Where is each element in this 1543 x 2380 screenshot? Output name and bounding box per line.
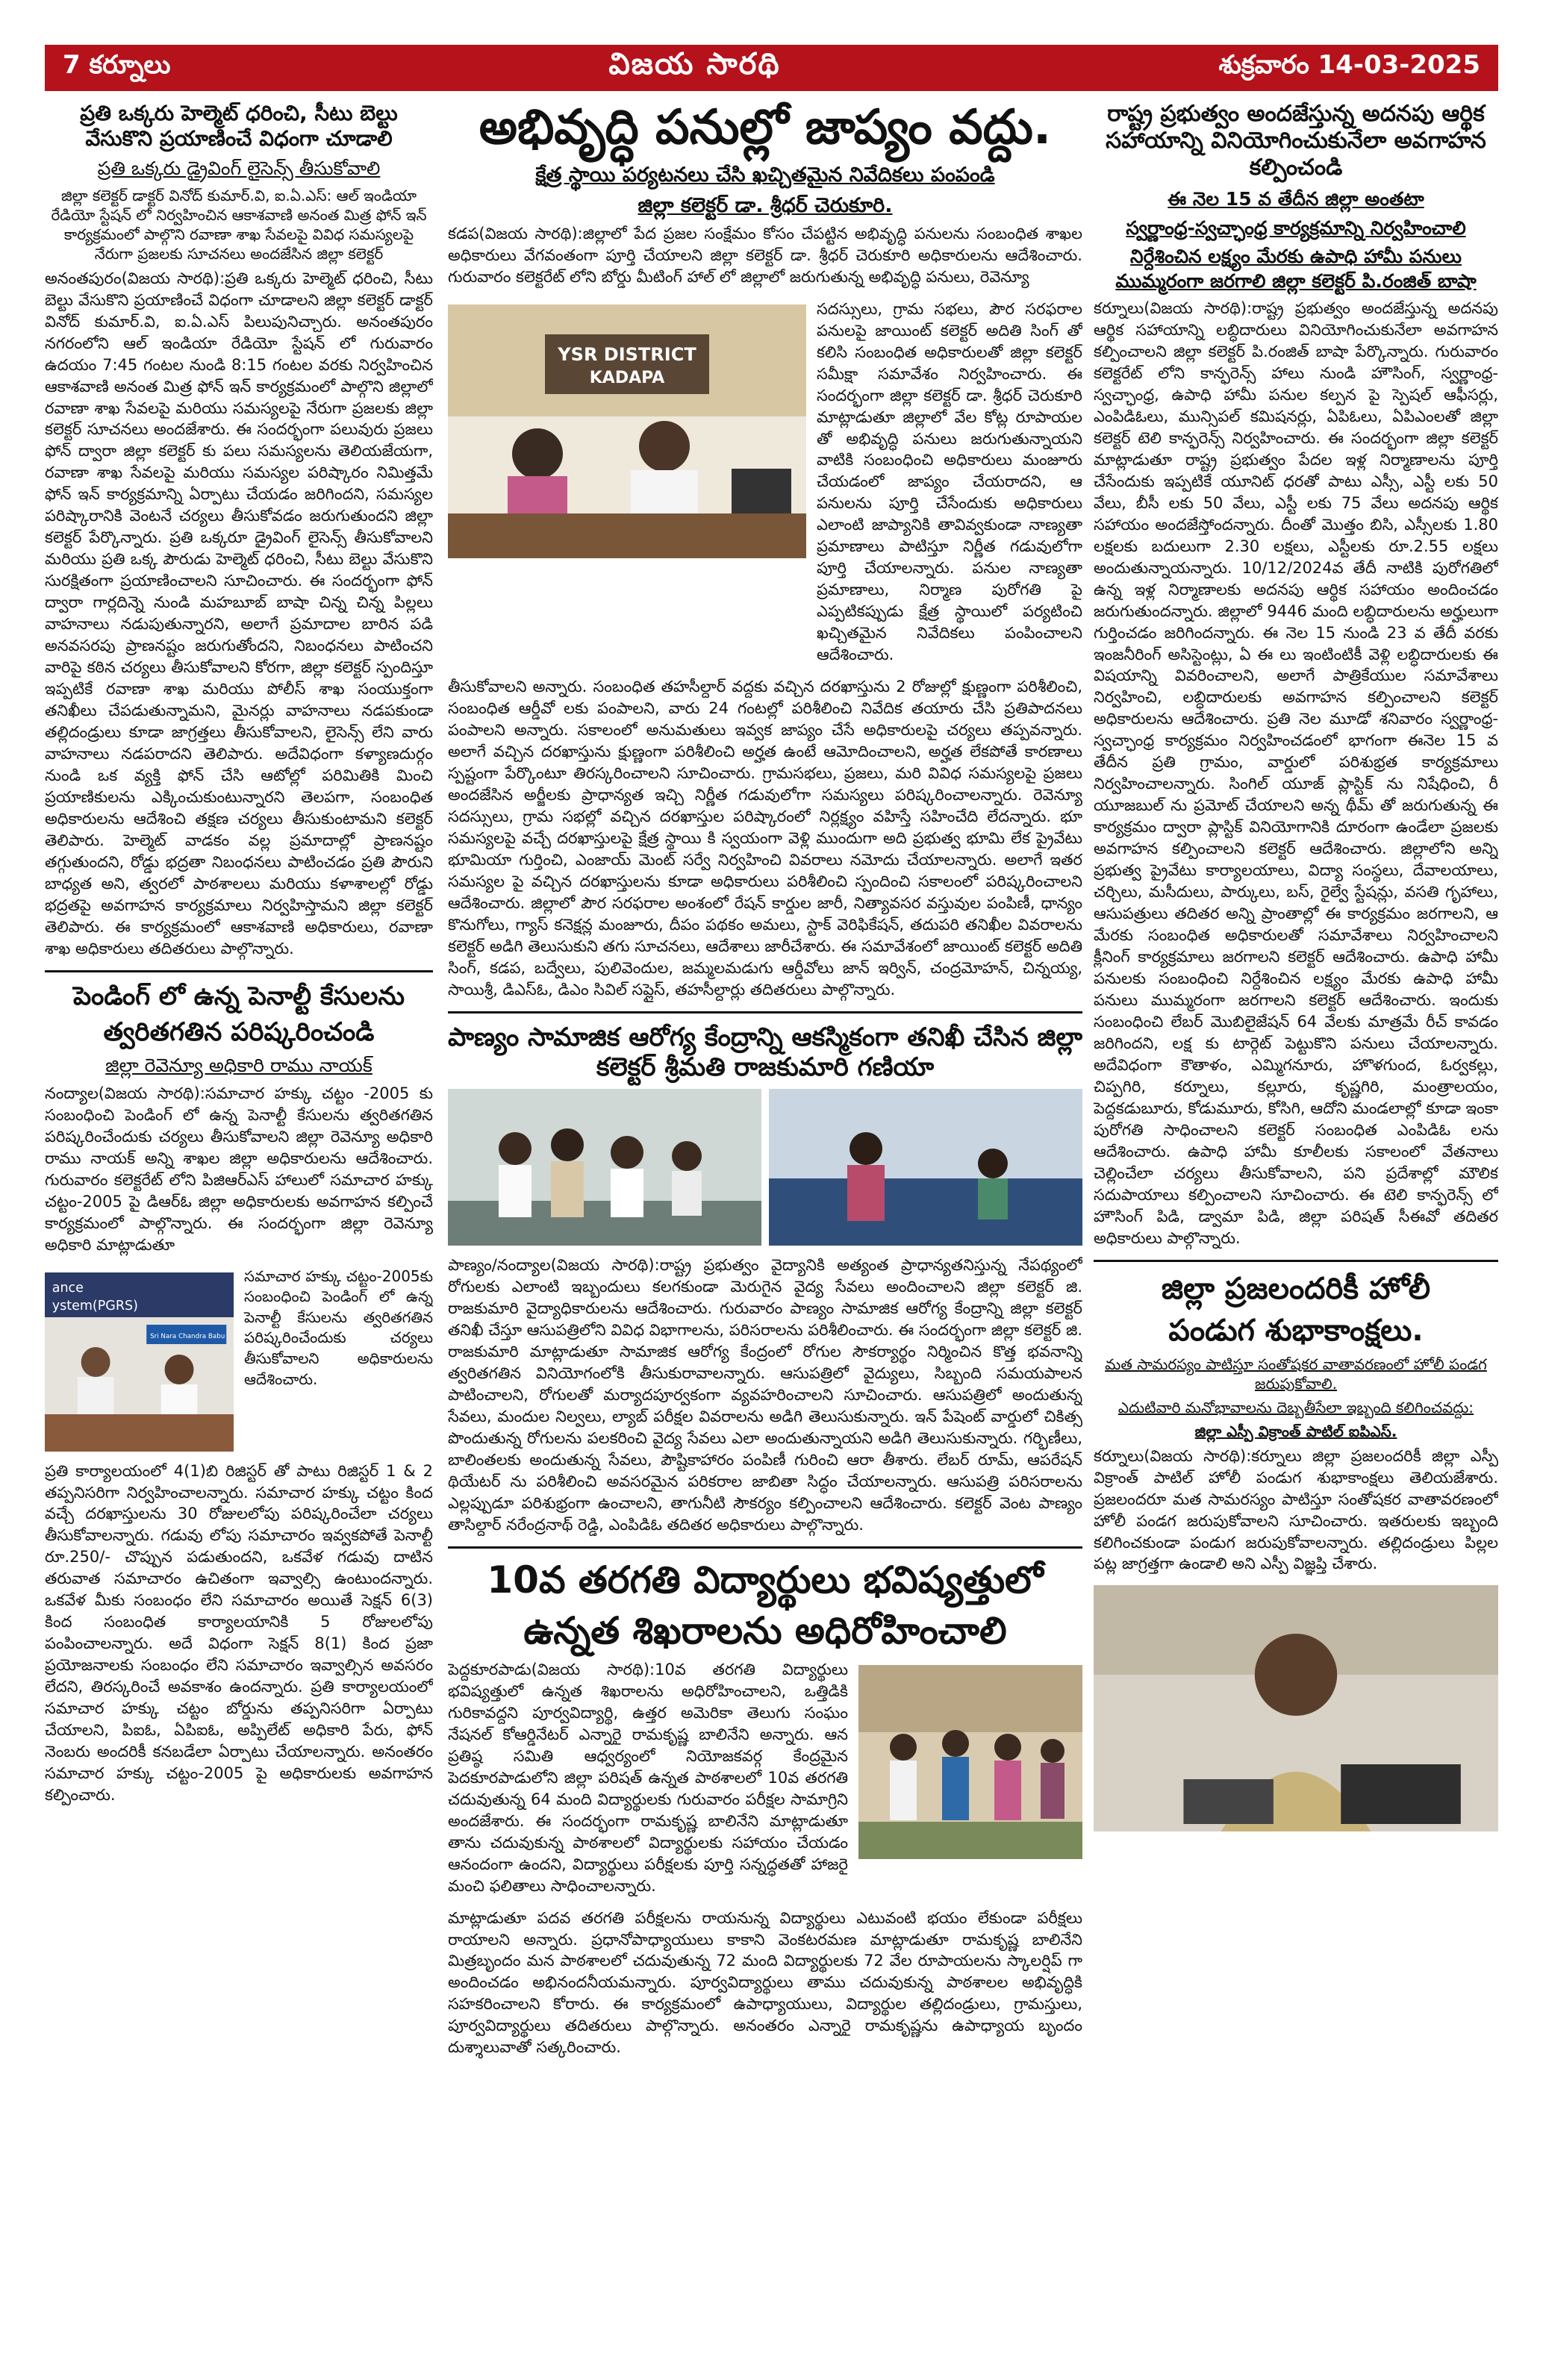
article-subheadline: ఈ నెల 15 వ తేదీన జిల్లా అంతటా [1168,188,1424,210]
article-body: కర్నూలు(విజయ సారథి):రాష్ట్ర ప్రభుత్వం అందజేస్తున్న అదనపు ఆర్థిక సహాయాన్ని లబ్ధిదారులు వినియోగించుకునేలా అవగాహన కల్పించాలని జిల్లా కలెక్టర్ పి.రంజిత్ బాషా పేర్కొన్నారు. గురువారం కలెక్టరేట్ లోని కాన్ఫరెన్స్ హాలు నుండి హౌసింగ్, స్వర్ణాంధ్ర-స్వచ్ఛాంధ్ర, ఉపాధి హామీ పనుల కల్పన పై స్పెషల్ ఆఫీసర్లు, ఎంపిడిఓలు, మున్సిపల్ కమిషనర్లు, ఏపిఓలు, ఏపిఎంలతో జిల్లా కలెక్టర్ టెలి కాన్ఫరెన్స్ నిర్వహించారు. ఈ సందర్భంగా జిల్లా కలెక్టర్ మాట్లాడుతూ రాష్ట్ర ప్రభుత్వం పేదల ఇళ్ల నిర్మాణాలను పూర్తి చేసేందుకు ఇప్పటికే యూనిట్ ధరతో పాటు ఎస్సీ, ఎస్టీ లకు 50 వేలు, బీసీ లకు 50 వేలు, ఎస్టీ లకు 75 వేలు అదనపు ఆర్థిక సహాయం అందజేస్తోందన్నారు. దీంతో మొత్తం బిసి, ఎస్సీలకు 1.80 లక్షలకు బదులుగా 2.30 లక్షలు, ఎస్టీలకు రూ.2.55 లక్షలు అందుతున్నాయన్నారు. 10/12/2024వ తేదీ నాటికి పురోగతిలో ఉన్న ఇళ్ల నిర్మాణాలకు అదనపు ఆర్థిక సహాయం అందించడం జరుగుతుందన్నారు. జిల్లాలో 9446 మంది లబ్ధిదారులను అర్హులుగా గుర్తించడం జరిగిందన్నారు. ఈ నెల 15 నుండి 23 వ తేదీ వరకు ఇంజనీరింగ్ అసిస్టెంట్లు, ఏ ఈ లు ఇంటింటికీ వెళ్లి లబ్ధిదారులకు ఈ విషయాన్ని వివరించాలని, అలాగే పాత్రికేయుల సమావేశాలు నిర్వహించి, లబ్ధిదారులకు అవగాహన కల్పించాలని కలెక్టర్ అధికారులను ఆదేశించారు. ప్రతి నెల మూడో శనివారం స్వర్ణాంధ్ర-స్వచ్ఛాంధ్ర కార్యక్రమం నిర్వహించడంలో భాగంగా ఈనెల 15 వ తేదీన ప్రతి గ్రామం, వార్డులో పరిశుభ్రత కార్యక్రమాలు నిర్వహించాలన్నారు. సింగిల్ యూజ్ ప్లాస్టిక్ ను నిషేధించి, రీ యూజబుల్ ను ప్రమోట్ చేయాలని అన్న థీమ్ తో జరుగుతున్న ఈ కార్యక్రమం ద్వారా ప్లాస్టిక్ వినియోగానికి దూరంగా ఉండేలా ప్రజలకు అవగాహన కల్పించాలని కలెక్టర్ ఆదేశించారు. జిల్లాలోని అన్ని ప్రభుత్వ ప్రైవేటు కార్యాలయాలు, విద్యా సంస్థలు, దేవాలయాలు, చర్చిలు, మసీదులు, పార్కులు, బస్, రైల్వే స్టేషన్లు, వసతి గృహాలు, ఆసుపత్రులు తదితర అన్ని ప్రాంతాల్లో ఈ కార్యక్రమం జరగాలని, ఆ మేరకు సంబంధిత అధికారులతో సమావేశాలు నిర్వహించాలని క్లీనింగ్ కార్యక్రమాలు జరగాలని కలెక్టర్ ఆదేశించారు. ఉపాధి హామీ పనులకు సంబంధించి నిర్దేశించిన లక్ష్యం మేరకు ఉపాధి హామీ పనులు ముమ్మరంగా జరగాలని కలెక్టర్ ఆదేశించారు. ఇందుకు సంబంధించి లేబర్ మొబిలైజేషన్ 64 వేలకు మాత్రమే రీచ్ కావడం జరిగిందని, లక్ష కు టార్గెట్ పెట్టుకొని పనులు చేయాలన్నారు. అదేవిధంగా కౌతాళం, ఎమ్మిగనూరు, హొళగుంద, ఓర్వకల్లు, చిప్పగిరి, కర్నూలు, కల్లూరు, కృష్ణగిరి, మంత్రాలయం, పెద్దకడుబూరు, కోడుమూరు, కోసిగి, ఆదోని మండలాల్లో కూడా ఇంకా పురోగతి సాధించాలని కలెక్టర్ సంబంధిత ఎంపిడిఓ లను ఆదేశించారు. ఉపాధి హామీ కూలీలకు సకాలంలో వేతనాలు చెల్లించేలా చర్యలు తీసుకోవాలని, పని ప్రదేశాల్లో మౌలిక సదుపాయాలు కల్పించాలని సూచించారు. ఈ టెలి కాన్ఫరెన్స్ లో హౌసింగ్ పిడి, డ్వామా పిడి, జిల్లా పరిషత్ సీఈవో తదితర అధికారులు పాల్గొన్నారు. [1094,299,1498,1247]
sp-portrait-photo [1094,1585,1498,1831]
hospital-inspection-photo [448,1089,1082,1246]
date-label: శుక్రవారం 14-03-2025 [1218,50,1480,80]
article-headline: ప్రతి ఒక్కరు హెల్మెట్ ధరించి, సీటు బెల్టు వేసుకొని ప్రయాణించే విధంగా చూడాలి [80,101,398,151]
photo-banner-text: ance [52,1280,84,1296]
article-body: పెద్దకూరపాడు(విజయ సారథి):10వ తరగతి విద్యార్థులు భవిష్యత్తులో ఉన్నత శిఖరాలను అధిరోహించాలని, ఒత్తిడికి గురికావద్దని పూర్వవిద్యార్థి, ఉత్తర అమెరికా తెలుగు సంఘం నేషనల్ కోఆర్డినేటర్ ఎన్నారై రామకృష్ణ బాలినేని అన్నారు. ఆన ప్రతిష్ఠ సమితి ఆధ్వర్యంలో నియోజకవర్గ కేంద్రమైన పెదకూరపాడులోని జిల్లా పరిషత్ ఉన్నత పాఠశాలలో 10వ తరగతి చదువుతున్న 64 మంది విద్యార్థులకు గురువారం పరీక్షల సామాగ్రిని అందజేశారు. ఈ సందర్భంగా రామకృష్ణ బాలినేని మాట్లాడుతూ తాను చదువుకున్న పాఠశాలలో విద్యార్థులకు సహాయం చేయడం ఆనందంగా ఉందని, విద్యార్థులు పరీక్షలకు పూర్తి సన్నద్ధతతో హాజరై మంచి ఫలితాలు సాధించాలన్నారు. [448,1660,848,1895]
article-body: నంద్యాల(విజయ సారథి):సమాచార హక్కు చట్టం -2005 కు సంబంధించి పెండింగ్ లో ఉన్న పెనాల్టీ కేసులను త్వరితగతిన పరిష్కరించేందుకు చర్యలు తీసుకోవాలని జిల్లా రెవెన్యూ అధికారి రాము నాయక్ అన్ని శాఖల జిల్లా అధికారులను ఆదేశించారు. గురువారం కలెక్టరేట్ లోని పిజిఆర్ఎస్ హాలులో సమాచార హక్కు చట్టం-2005 పై డిఆర్ఓ జిల్లా అధికారులకు అవగాహన కల్పించే కార్యక్రమంలో పాల్గొన్నారు. ఈ సందర్భంగా జిల్లా రెవెన్యూ అధికారి మాట్లాడుతూ [45,1084,433,1254]
article-housing [1094,101,1498,1249]
article-body: సదస్సులు, గ్రామ సభలు, పౌర సరఫరాల పనులపై జాయింట్ కలెక్టర్ అదితి సింగ్ తో కలిసి సంబంధిత అధికారులతో జిల్లా కలెక్టర్ సమీక్షా సమావేశం నిర్వహించారు. ఈ సందర్భంగా జిల్లా కలెక్టర్ డా. శ్రీధర్ చెరుకూరి మాట్లాడుతూ జిల్లాలో వేల కోట్ల రూపాయల తో అభివృద్ధి పనులు జరుగుతున్నాయని వాటికి సంబంధించి అధికారులు మంజూరు చేయడంలో జాప్యం చేయరాదని, ఆ పనులను పూర్తి చేసేందుకు అధికారులు ఎలాంటి జాప్యానికి తావివ్వకుండా నాణ్యతా ప్రమాణాలు పాటిస్తూ నిర్ణీత గడువులోగా పూర్తి చేయాలన్నారు. పనుల నాణ్యతా ప్రమాణాలు, నిర్మాణ పురోగతి పై ఎప్పటికప్పుడు క్షేత్ర స్థాయిలో పర్యటించి ఖచ్చితమైన నివేదికలు పంపించాలని ఆదేశించారు. [817,299,1082,664]
article-tenth-class [448,1558,1082,2058]
article-subheadline: క్షేత్ర స్థాయి పర్యటనలు చేసి ఖచ్చితమైన నివేదికలు పంపండి [535,163,995,187]
article-headline: త్వరితగతిన పరిష్కరించండి [103,1017,375,1048]
article-panyam-hospital [448,1022,1082,1536]
article-headline: ఉన్నత శిఖరాలను అధిరోహించాలి [523,1608,1007,1652]
article-body: కడప(విజయ సారథి):జిల్లాలో పేద ప్రజల సంక్షేమం కోసం చేపట్టిన అభివృద్ధి పనులను సంబంధిత శాఖల అధికారులు వేగవంతంగా పూర్తి చేయాలని జిల్లా కలెక్టర్ డా. శ్రీధర్ చెరుకూరి అధికారులను ఆదేశించారు. గురువారం కలెక్టరేట్ లోని బోర్డు మీటింగ్ హాల్ లో జిల్లాలో జరుగుతున్న అభివృద్ధి పనులు, రెవెన్యూ [448,224,1082,286]
article-subheadline: నిర్దేశించిన లక్ష్యం మేరకు ఉపాధి హామీ పనులు ముమ్మరంగా జరగాలి జిల్లా కలెక్టర్ పి.రంజిత్ బాషా [1115,246,1477,292]
article-headline: రాష్ట్ర ప్రభుత్వం అందజేస్తున్న అదనపు ఆర్థిక సహాయాన్ని వినియోగించుకునేలా అవగాహన కల్పించండి [1106,101,1486,181]
article-body: తీసుకోవాలని అన్నారు. సంబంధిత తహసీల్దార్ వద్దకు వచ్చిన దరఖాస్తును 2 రోజుల్లో క్షుణ్ణంగా పరిశీలించి, సంబంధిత ఆర్డీవో లకు పంపాలని, వారు 24 గంటల్లో పరిశీలించి నివేదిక తయారు చేసి ప్రతిపాదనలు పంపాలని అన్నారు. సకాలంలో అనుమతులు ఇవ్వక జాప్యం చేసే అధికారులపై చర్యలు తప్పవన్నారు. అలాగే వచ్చిన దరఖాస్తును క్షుణ్ణంగా పరిశీలించి అర్హత ఉంటే ఆమోదించాలని, అర్హత లేకపోతే కారణాలు స్పష్టంగా పేర్కొంటూ తిరస్కరించాలని సూచించారు. గ్రామసభలు, ప్రజలు, మరి వివిధ సమస్యలపై ప్రజలు అందజేసిన అర్జీలకు ప్రాధాన్యత ఇచ్చి నిర్ణీత గడువులోగా సమస్యలు పరిష్కరించాలన్నారు. రెవెన్యూ సదస్సులు, గ్రామ సభల్లో వచ్చిన దరఖాస్తుల పరిష్కారంలో నిర్లక్ష్యం వహిస్తే సహించేది లేదన్నారు. భూ సమస్యలపై వచ్చే దరఖాస్తులపై క్షేత్ర స్థాయి కి స్వయంగా వెళ్లి ముందుగా అది ప్రభుత్వ భూమి లేక ప్రైవేటు భూమియా గుర్తించి, ఎంజాయ్ మెంట్ సర్వే నిర్వహించి వివరాలు నమోదు చేయాలన్నారు. అలాగే ఇతర సమస్యల పై వచ్చిన దరఖాస్తులను కూడా అధికారులు పరిశీలించి స్పందించి సకాలంలో పరిష్కరించాలని ఆదేశించారు. జిల్లాలో పౌర సరఫరాల అంశంలో రేషన్ కార్డుల జారీ, నిత్యావసర వస్తువుల పంపిణీ, ధాన్యం కొనుగోలు, గ్యాస్ కనెక్షన్ల మంజూరు, దీపం పథకం అమలు, స్టాక్ వెరిఫికేషన్, తదుపరి తనిఖీల వివరాలను కలెక్టర్ అడిగి తెలుసుకుని తగు సూచనలు, ఆదేశాలు జారీచేశారు. ఈ సమావేశంలో జాయింట్ కలెక్టర్ అదితి సింగ్, కడప, బద్వేలు, పులివెందుల, జమ్మలమడుగు ఆర్డీవోలు జాన్ ఇర్విన్, చంద్రమోహన్, చిన్నయ్య, సాయిశ్రీ, డిఎస్ఓ, డిఎం సివిల్ సప్లైస్, తహసీల్దార్లు తదితరులు పాల్గొన్నారు. [448,678,1082,999]
article-byline: జిల్లా కలెక్టర్ డా. శ్రీధర్ చెరుకూరి. [638,193,893,217]
article-headline: అభివృద్ధి పనుల్లో జాప్యం వద్దు. [479,101,1052,155]
divider [448,1011,1082,1013]
article-headline: జిల్లా ప్రజలందరికీ హోలీ [1161,1271,1431,1306]
article-development [448,101,1082,1001]
article-subheadline: ప్రతి ఒక్కరు డ్రైవింగ్ లైసెన్స్ తీసుకోవాలి [97,157,381,180]
article-headline: పెండింగ్ లో ఉన్న పెనాల్టీ కేసులను [72,981,405,1011]
students-photo [858,1665,1082,1859]
article-body: అనంతపురం(విజయ సారథి):ప్రతి ఒక్కరు హెల్మెట్ ధరించి, సీటు బెల్టు వేసుకొని ప్రయాణించే విధంగా చూడాలని జిల్లా కలెక్టర్ డాక్టర్ వినోద్ కుమార్.వి, ఐ.ఏ.ఎస్ పిలుపునిచ్చారు. అనంతపురం నగరంలోని ఆల్ ఇండియా రేడియో స్టేషన్ లో గురువారం ఉదయం 7:45 గంటల నుండి 8:15 గంటల వరకు నిర్వహించిన ఆకాశవాణి అనంత మిత్ర ఫోన్ ఇన్ కార్యక్రమంలో పాల్గొని జిల్లాలో రవాణా శాఖ సేవలపై మరియు సమస్యలపై నేరుగా ప్రజలకు జిల్లా కలెక్టర్ సూచనలు అందజేశారు. ఈ సందర్భంగా పలువురు ప్రజలు ఫోన్ ద్వారా జిల్లా కలెక్టర్ కు పలు సమస్యలను తెలియజేయగా, రవాణా శాఖ సేవలపై మరియు సమస్యల పరిష్కారం నిమిత్తమే ఫోన్ ఇన్ కార్యక్రమాన్ని ఏర్పాటు చేయడం జరిగిందని, సమస్యల పరిష్కారానికి వెంటనే చర్యలు తీసుకోవడం జరుగుతుందని జిల్లా కలెక్టర్ పేర్కొన్నారు. ప్రతి ఒక్కరూ డ్రైవింగ్ లైసెన్స్ తీసుకోవాలని మరియు ప్రతి ఒక్క పౌరుడు హెల్మెట్ ధరించి, సీటు బెల్టు వేసుకొని సురక్షితంగా ప్రయాణించాలని సూచించారు. ఈ సందర్భంగా ఫోన్ ద్వారా గార్లదిన్నె నుండి మహబూబ్ బాషా చిన్న చిన్న పిల్లలు వాహనాలు నడుపుతున్నారని, అలాగే ప్రమాదాల బారిన పడి అనవసరపు ప్రాణనష్టం జరుగుతోందని, నిబంధనలు పాటించని వారిపై కఠిన చర్యలు తీసుకోవాలని కోరగా, జిల్లా కలెక్టర్ స్పందిస్తూ ఇప్పటికే రవాణా శాఖ మరియు పోలీస్ శాఖ సంయుక్తంగా తనిఖీలు చేపడుతున్నామని, మైనర్లు వాహనాలు నడపకుండా తల్లిదండ్రులు కూడా జాగ్రత్తలు తీసుకోవాలని, లైసెన్స్ లేని వారు వాహనాలు నడపరాదని తెలిపారు. అదేవిధంగా కళ్యాణదుర్గం నుండి ఒక వ్యక్తి ఫోన్ చేసి ఆటోల్లో పరిమితికి మించి ప్రయాణికులను ఎక్కించుకుంటున్నారని తెలపగా, సంబంధిత అధికారులను ఆదేశించి తక్షణ చర్యలు తీసుకుంటామని కలెక్టర్ తెలిపారు. హెల్మెట్ వాడకం వల్ల ప్రమాదాల్లో ప్రాణనష్టం తగ్గుతుందని, రోడ్డు భద్రతా నిబంధనలు పాటించడం ప్రతి పౌరుని బాధ్యత అని, త్వరలో పాఠశాలలు మరియు కళాశాలల్లో రోడ్డు భద్రతపై అవగాహన కార్యక్రమాలు నిర్వహిస్తామని జిల్లా కలెక్టర్ తెలిపారు. ఈ కార్యక్రమంలో ఆకాశవాణి అధికారులు, రవాణా శాఖ అధికారులు తదితరులు పాల్గొన్నారు. [45,269,433,958]
article-body: కర్నూలు(విజయ సారథి):కర్నూలు జిల్లా ప్రజలందరికీ జిల్లా ఎస్పీ విక్రాంత్ పాటిల్ హోలీ పండుగ శుభాకాంక్షలు తెలియజేశారు. ప్రజలందరూ మత సామరస్యం పాటిస్తూ సంతోషకర వాతావరణంలో హోలీ పండగ జరుపుకోవాలని సూచించారు. ఇతరులకు ఇబ్బంది కలిగించకుండా పండుగ జరుపుకోవాలన్నారు. తల్లిదండ్రులు పిల్లల పట్ల జాగ్రత్తగా ఉండాలి అని ఎస్పీ విజ్ఞప్తి చేశారు. [1094,1446,1498,1573]
masthead [45,45,1498,91]
article-byline: జిల్లా ఎస్పీ విక్రాంత్ పాటిల్ ఐపిఎస్. [1194,1422,1397,1440]
article-body: మాట్లాడుతూ పదవ తరగతి పరీక్షలను రాయనున్న విద్యార్థులు ఎటువంటి భయం లేకుండా పరీక్షలు రాయాలని అన్నారు. ప్రధానోపాధ్యాయులు కాకాని వెంకటరమణ మాట్లాడుతూ రామకృష్ణ బాలినేని మిత్రబృందం మన పాఠశాలలో చదువుతున్న 72 మంది విద్యార్థులకు 72 వేల రూపాయలను స్కాలర్షిప్ గా అందించడం అభినందనీయమన్నారు. పూర్వవిద్యార్థులు తాము చదువుకున్న పాఠశాలల అభివృద్ధికి సహకరించాలని కోరారు. ఈ కార్యక్రమంలో ఉపాధ్యాయులు, విద్యార్థుల తల్లిదండ్రులు, గ్రామస్తులు, పూర్వవిద్యార్థులు తదితరులు పాల్గొన్నారు. అనంతరం ఎన్నారై రామకృష్ణను ఉపాధ్యాయ బృందం దుశ్శాలువాతో సత్కరించారు. [448,1908,1082,2057]
divider [448,1546,1082,1549]
photo-banner-text: ystem(PGRS) [52,1298,138,1314]
article-rti [45,981,433,1806]
middle-column [448,101,1082,2340]
article-subheadline: మత సామరస్యం పాటిస్తూ సంతోషకర వాతావరణంలో హోలీ పండగ జరుపుకోవాలి. [1105,1355,1487,1393]
sign-text: KADAPA [589,368,665,387]
article-helmet [45,101,433,960]
article-headline: పండుగ శుభాకాంక్షలు. [1168,1313,1424,1348]
left-column [45,101,433,2340]
divider [45,970,433,972]
article-subheadline: జిల్లా రెవెన్యూ అధికారి రాము నాయక్ [105,1055,372,1077]
article-headline: 10వ తరగతి విద్యార్థులు భవిష్యత్తులో [487,1558,1044,1602]
article-headline: పాణ్యం సామాజిక ఆరోగ్య కేంద్రాన్ని ఆకస్మికంగా తనిఖీ చేసిన జిల్లా కలెక్టర్ శ్రీమతి రాజకుమారి గణియా [448,1022,1082,1083]
right-column [1094,101,1498,2340]
article-subheadline: స్వర్ణాంధ్ర-స్వచ్ఛాంధ్ర కార్యక్రమాన్ని నిర్వహించాలి [1126,216,1466,239]
photo-nameplate: Sri Nara Chandra Babu [150,1332,225,1340]
article-holi-wishes [1094,1271,1498,1832]
article-body: ప్రతి కార్యాలయంలో 4(1)బి రిజిస్టర్ తో పాటు రిజిస్టర్ 1 & 2 తప్పనిసరిగా నిర్వహించాలన్నారు. సమాచార హక్కు చట్టం కింద వచ్చే దరఖాస్తులను 30 రోజులలోపు పరిష్కరించేలా చర్యలు తీసుకోవాలన్నారు. గడువు లోపు సమాచారం ఇవ్వకపోతే పెనాల్టీ రూ.250/- చొప్పున పడుతుందని, ఒకవేళ గడువు దాటిన తరువాత సమాచారం ఉచితంగా ఇవ్వాల్సి ఉంటుందన్నారు. ఒకవేళ మీకు సంబంధం లేని సమాచారం అయితే సెక్షన్ 6(3) కింద సంబంధిత కార్యాలయానికి 5 రోజులలోపు పంపించాలన్నారు. అదే విధంగా సెక్షన్ 8(1) కింద ప్రజా ప్రయోజనాలకు సంబంధం లేని సమాచారం ఇవ్వాల్సిన అవసరం లేదని, తిరస్కరించే అవకాశం ఉందన్నారు. ప్రతి కార్యాలయంలో సమాచార హక్కు చట్టం బోర్డును తప్పనిసరిగా ఏర్పాటు చేయాలని, పిఐఓ, ఏపిఐఓ, అప్పిలేట్ అధికారి పేరు, ఫోన్ నెంబరు అందరికీ కనబడేలా ఏర్పాటు చేయాలన్నారు. అనంతరం సమాచార హక్కు చట్టం-2005 పై అధికారులకు అవగాహన కల్పించారు. [45,1461,433,1805]
article-subheadline: జిల్లా కలెక్టర్ డాక్టర్ వినోద్ కుమార్.వి, ఐ.ఏ.ఎస్: ఆల్ ఇండియా రేడియో స్టేషన్ లో నిర్వహించిన ఆకాశవాణి అనంత మిత్ర ఫోన్ ఇన్ కార్యక్రమంలో పాల్గొని రవాణా శాఖ సేవలపై వివిధ సమస్యలపై నేరుగా ప్రజలకు సూచనలు అందజేసిన జిల్లా కలెక్టర్ [51,186,427,263]
page-label: 7 కర్నూలు [63,50,171,80]
paper-name: విజయ సారథి [608,47,781,81]
meeting-photo [45,1272,234,1452]
article-body: పాణ్యం/నంద్యాల(విజయ సారథి):రాష్ట్ర ప్రభుత్వం వైద్యానికి అత్యంత ప్రాధాన్యతనిస్తున్న నేపథ్యంలో రోగులకు ఎలాంటి ఇబ్బందులు కలగకుండా మెరుగైన వైద్య సేవలు అందించాలని జిల్లా కలెక్టర్ జి. రాజకుమారి వైద్యాధికారులను ఆదేశించారు. గురువారం పాణ్యం సామాజిక ఆరోగ్య కేంద్రాన్ని జిల్లా కలెక్టర్ తనిఖీ చేస్తూ ఆసుపత్రిలోని వివిధ విభాగాలను, పరిసరాలను పరిశీలించారు. ఈ సందర్భంగా జిల్లా కలెక్టర్ జి. రాజకుమారి మాట్లాడుతూ సామాజిక ఆరోగ్య కేంద్రంలో రోగుల సౌకర్యార్థం నిర్మించిన కొత్త భవనాన్ని త్వరితగతిన వినియోగంలోకి తీసుకురావాలన్నారు. ఆసుపత్రిలో వైద్యులు, సిబ్బంది సమయపాలన పాటించాలని, రోగులతో మర్యాదపూర్వకంగా వ్యవహరించాలని సూచించారు. ఆసుపత్రిలో అందుతున్న సేవలు, మందుల నిల్వలు, ల్యాబ్ పరీక్షల వివరాలను అడిగి తెలుసుకున్నారు. ఇన్ పేషెంట్ వార్డులో చికిత్స పొందుతున్న రోగులను పలకరించి వైద్య సేవలు ఎలా అందుతున్నాయని అడిగి తెలుసుకున్నారు. గర్భిణీలు, బాలింతలకు అందుతున్న సేవలు, పౌష్టికాహారం పంపిణీ గురించి ఆరా తీశారు. లేబర్ రూమ్, ఆపరేషన్ థియేటర్ ను పరిశీలించి అవసరమైన పరికరాల జాబితా సిద్ధం చేయాలన్నారు. ఆసుపత్రి పరిసరాలను ఎల్లప్పుడూ పరిశుభ్రంగా ఉంచాలని, తాగునీటి సౌకర్యం కల్పించాలని ఆదేశించారు. కలెక్టర్ వెంట పాణ్యం తాసిల్దార్ నరేంద్రనాథ్ రెడ్డి, ఎంపిడిఓ తదితర అధికారులు పాల్గొన్నారు. [448,1256,1082,1534]
article-body: సమాచార హక్కు చట్టం-2005కు సంబంధించి పెండింగ్ లో ఉన్న పెనాల్టీ కేసులను త్వరితగతిన పరిష్కరించేందుకు చర్యలు తీసుకోవాలని అధికారులను ఆదేశించారు. [244,1266,433,1388]
sign-text: YSR DISTRICT [558,343,696,365]
divider [1094,1260,1498,1262]
article-subheadline: ఎదుటివారి మనోభావాలను దెబ్బతీసేలా ఇబ్బంది కలిగించవద్దు: [1117,1398,1474,1417]
collector-meeting-photo [448,304,806,558]
